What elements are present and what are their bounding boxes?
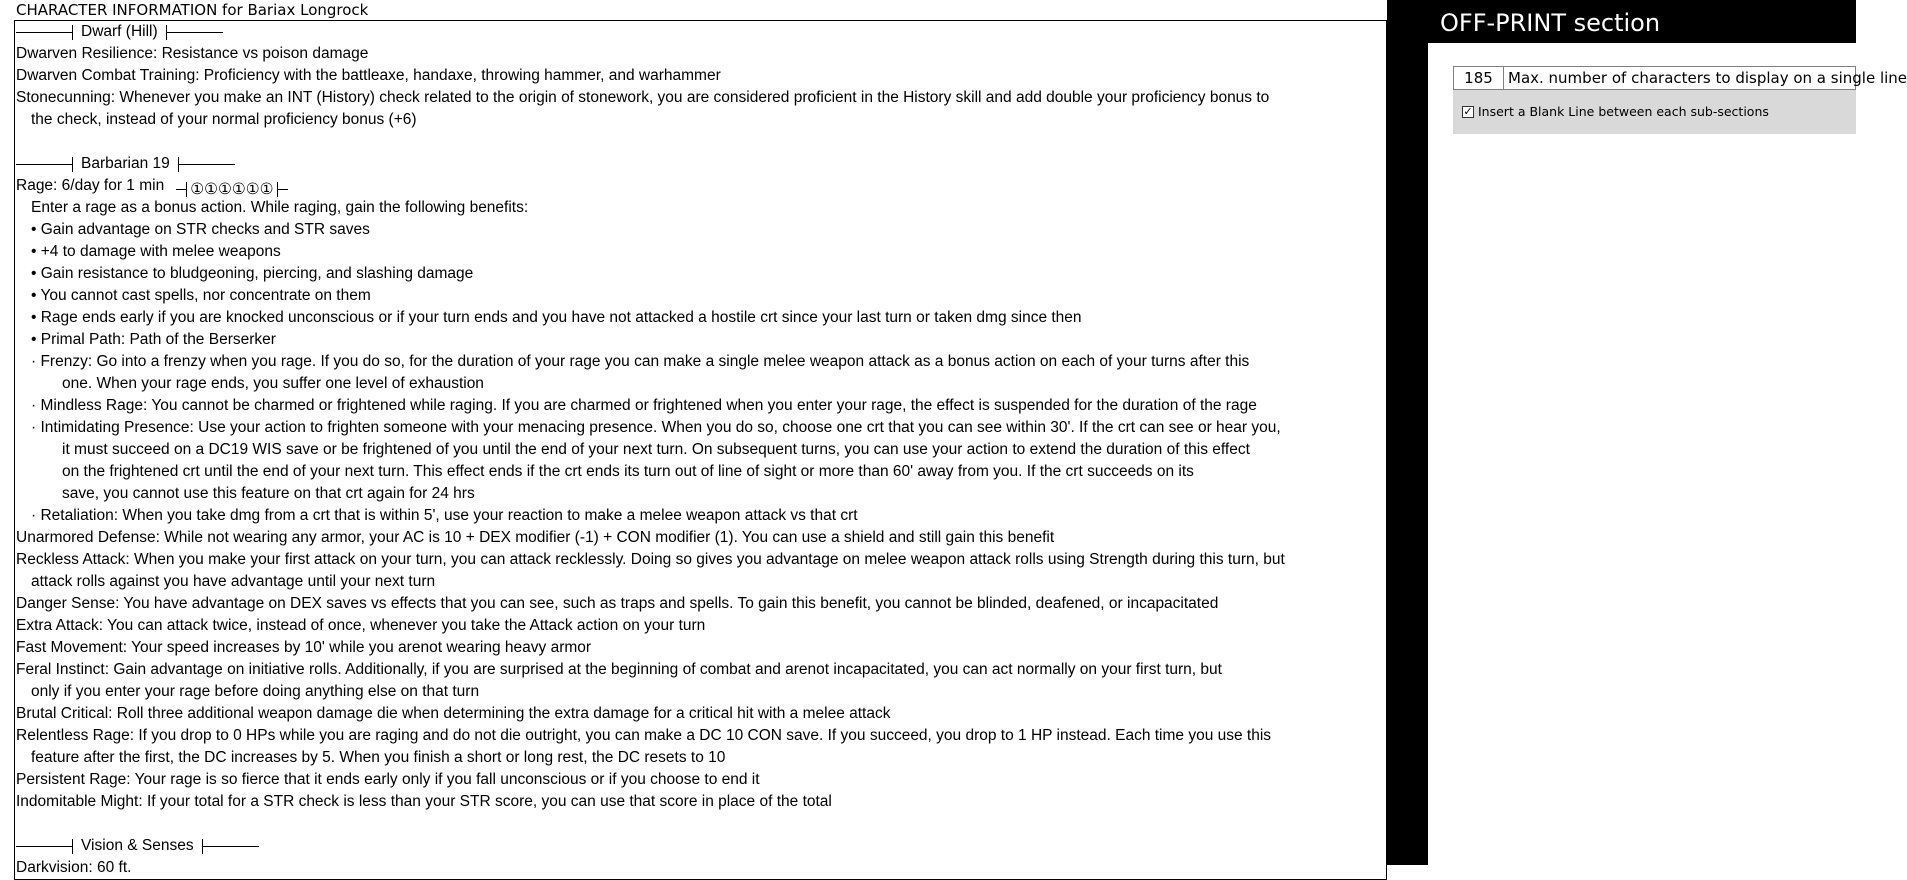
text-line: • Rage ends early if you are knocked unconscious or if your turn ends and you have not attacked a hostile crt since your last turn or taken dmg since then bbox=[31, 309, 1082, 326]
text-line: Danger Sense: You have advantage on DEX saves vs effects that you can see, such as traps and spells. To gain this benefit, you cannot be blinded, deafened, or incapacitated bbox=[16, 595, 1219, 612]
header-rule-left bbox=[16, 846, 72, 847]
text-line: Reckless Attack: When you make your first attack on your turn, you can attack recklessly. Doing so gives you advantage on melee weapon attack rolls using Strength during this turn, but bbox=[16, 551, 1285, 568]
text-line: attack rolls against you have advantage until your next turn bbox=[31, 573, 436, 590]
max-chars-input[interactable]: 185 bbox=[1454, 67, 1504, 89]
text-line: • +4 to damage with melee weapons bbox=[31, 243, 281, 260]
blank-line-label: Insert a Blank Line between each sub-sections bbox=[1478, 104, 1769, 119]
text-line: feature after the first, the DC increases by 5. When you finish a short or long rest, the DC resets to 10 bbox=[31, 749, 726, 766]
blank-line bbox=[16, 131, 1386, 153]
max-chars-row bbox=[1453, 66, 1907, 90]
header-rule-right bbox=[203, 846, 259, 847]
sheet-lines bbox=[16, 21, 1386, 879]
header-rule-right bbox=[167, 32, 223, 33]
text-line: one. When your rage ends, you suffer one level of exhaustion bbox=[62, 375, 484, 392]
text-line: Persistent Rage: Your rage is so fierce that it ends early only if you fall unconscious or if you choose to end it bbox=[16, 771, 760, 788]
tracker-rule bbox=[176, 189, 186, 190]
section-header bbox=[16, 835, 1386, 857]
header-rule-right bbox=[179, 164, 235, 165]
text-line: it must succeed on a DC19 WIS save or be frightened of you until the end of your next turn. On subsequent turns, you can use your action to extend the duration of this effect bbox=[62, 441, 1250, 458]
offprint-title: OFF-PRINT section bbox=[1440, 9, 1661, 37]
text-line: Brutal Critical: Roll three additional weapon damage die when determining the extra damage for a critical hit with a melee attack bbox=[16, 705, 891, 722]
section-header-label: Vision & Senses bbox=[81, 837, 194, 854]
blank-line-checkbox[interactable] bbox=[1462, 106, 1474, 118]
text-line: Extra Attack: You can attack twice, instead of once, whenever you take the Attack action on your turn bbox=[16, 617, 706, 634]
text-line: · Retaliation: When you take dmg from a crt that is within 5', use your reaction to make a melee weapon attack vs that crt bbox=[31, 507, 858, 524]
text-line: • Gain resistance to bludgeoning, piercing, and slashing damage bbox=[31, 265, 474, 282]
header-rule-left bbox=[16, 164, 72, 165]
text-line: · Intimidating Presence: Use your action to frighten someone with your menacing presence. When you do so, choose one crt that you can see within 30'. If the crt can see or hear you, bbox=[31, 419, 1281, 436]
section-header-label: Dwarf (Hill) bbox=[81, 23, 158, 40]
max-chars-label: Max. number of characters to display on a single line bbox=[1508, 69, 1907, 87]
blank-line-option[interactable] bbox=[1462, 104, 1769, 119]
text-line: Darkvision: 60 ft. bbox=[16, 859, 132, 876]
text-line: Dwarven Resilience: Resistance vs poison damage bbox=[16, 45, 369, 62]
rage-uses: ①①①①①① bbox=[190, 180, 274, 198]
section-header bbox=[16, 21, 1386, 43]
rage-label: Rage: 6/day for 1 min bbox=[16, 177, 165, 194]
text-line: · Frenzy: Go into a frenzy when you rage. If you do so, for the duration of your rage you can make a single melee weapon attack as a bonus action on each of your turns after this bbox=[31, 353, 1250, 370]
text-line: save, you cannot use this feature on that crt again for 24 hrs bbox=[62, 485, 475, 502]
text-line: Indomitable Might: If your total for a STR check is less than your STR score, you can use that score in place of the total bbox=[16, 793, 832, 810]
text-line: Relentless Rage: If you drop to 0 HPs while you are raging and do not die outright, you can make a DC 10 CON save. If you succeed, you drop to 1 HP instead. Each time you use this bbox=[16, 727, 1272, 744]
rage-line bbox=[16, 175, 1386, 197]
text-line: • Primal Path: Path of the Berserker bbox=[31, 331, 276, 348]
text-line: Unarmored Defense: While not wearing any armor, your AC is 10 + DEX modifier (-1) + CON modifier (1). You can use a shield and still gain this benefit bbox=[16, 529, 1055, 546]
offprint-panel bbox=[1428, 43, 1856, 865]
text-line: Dwarven Combat Training: Proficiency with the battleaxe, handaxe, throwing hammer, and warhammer bbox=[16, 67, 721, 84]
tracker-rule bbox=[278, 189, 288, 190]
section-header bbox=[16, 153, 1386, 175]
text-line: • Gain advantage on STR checks and STR saves bbox=[31, 221, 370, 238]
document-title: CHARACTER INFORMATION for Bariax Longrock bbox=[16, 1, 369, 19]
section-header-label: Barbarian 19 bbox=[81, 155, 170, 172]
text-line: • You cannot cast spells, nor concentrate on them bbox=[31, 287, 371, 304]
check-icon: ✓ bbox=[1463, 104, 1473, 118]
text-line: Enter a rage as a bonus action. While raging, gain the following benefits: bbox=[31, 199, 529, 216]
text-line: Feral Instinct: Gain advantage on initiative rolls. Additionally, if you are surprised at the beginning of combat and arenot incapacitated, you can act normally on your first turn, but bbox=[16, 661, 1222, 678]
blank-line bbox=[16, 813, 1386, 835]
text-line: · Mindless Rage: You cannot be charmed or frightened while raging. If you are charmed or frightened when you enter your rage, the effect is suspended for the duration of the rage bbox=[31, 397, 1257, 414]
text-line: only if you enter your rage before doing anything else on that turn bbox=[31, 683, 480, 700]
text-line: the check, instead of your normal proficiency bonus (+6) bbox=[31, 111, 417, 128]
header-rule-left bbox=[16, 32, 72, 33]
text-line: Fast Movement: Your speed increases by 10' while you arenot wearing heavy armor bbox=[16, 639, 592, 656]
text-line: on the frightened crt until the end of your next turn. This effect ends if the crt ends its turn out of line of sight or more than 60' away from you. If the crt succeeds on its bbox=[62, 463, 1194, 480]
text-line: Stonecunning: Whenever you make an INT (History) check related to the origin of stonework, you are considered proficient in the History skill and add double your proficiency bonus to bbox=[16, 89, 1270, 106]
character-sheet bbox=[14, 20, 1387, 880]
